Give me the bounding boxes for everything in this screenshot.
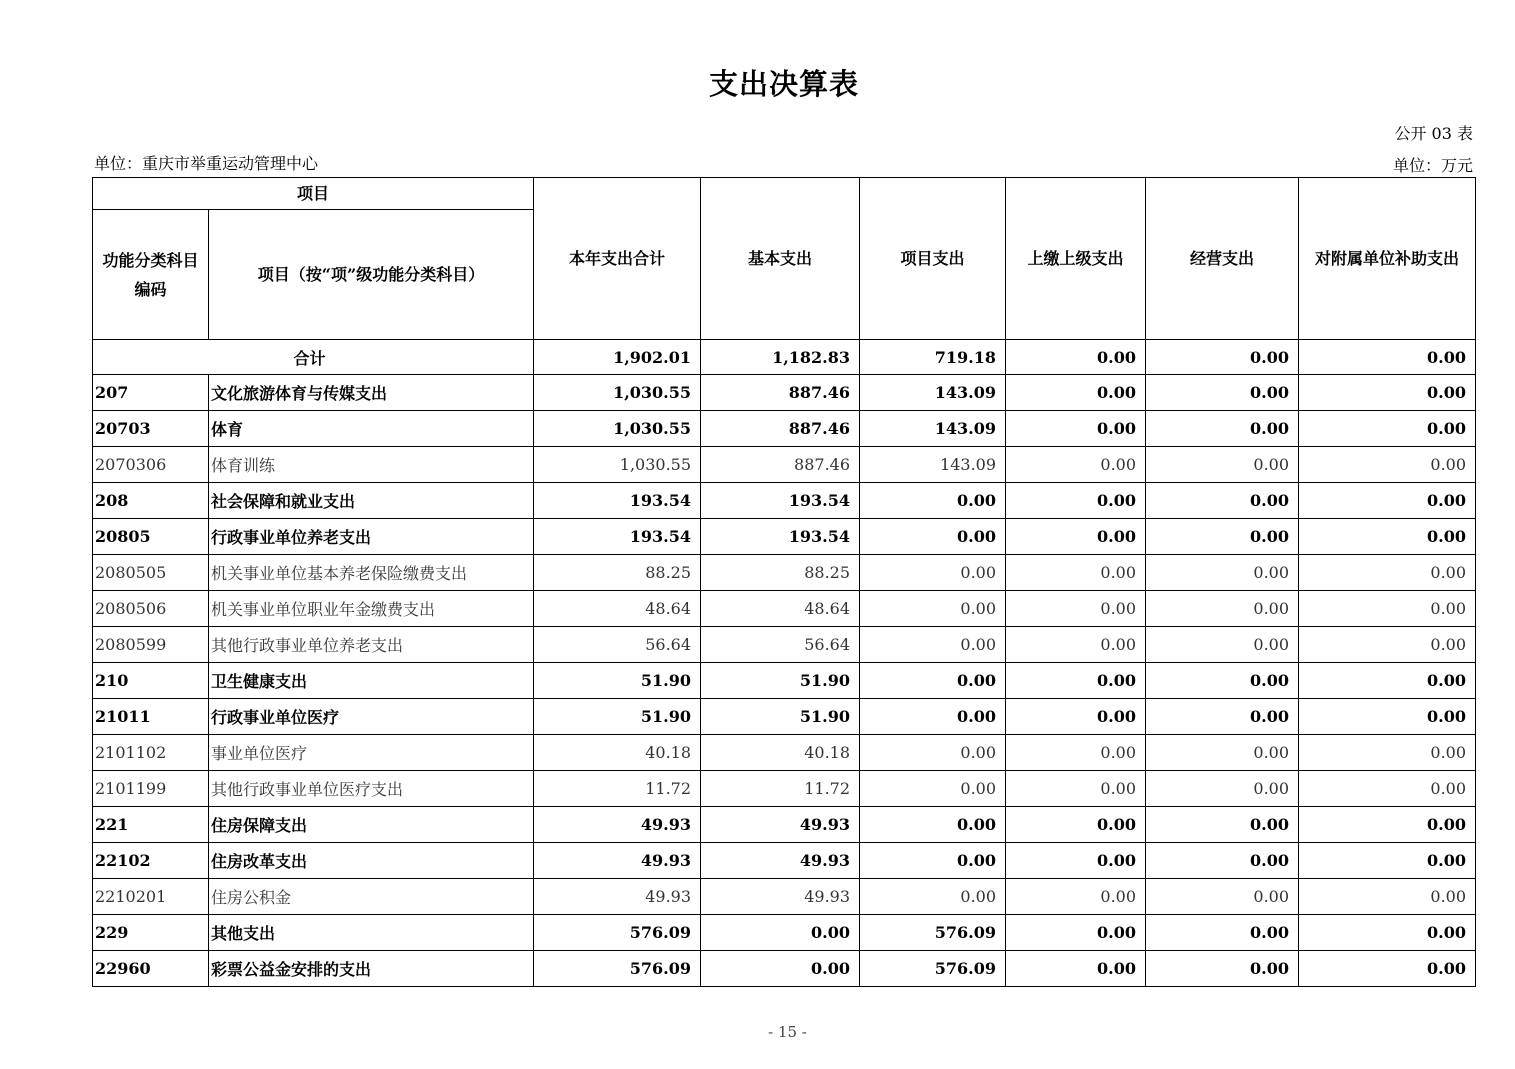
cell-code: 22102: [93, 843, 209, 879]
cell-project: 143.09: [860, 447, 1006, 483]
cell-basic: 49.93: [701, 843, 860, 879]
cell-subsidy: 0.00: [1299, 555, 1476, 591]
cell-name: 其他行政事业单位医疗支出: [209, 771, 534, 807]
cell-subsidy: 0.00: [1299, 879, 1476, 915]
cell-subsidy: 0.00: [1299, 807, 1476, 843]
cell-subsidy: 0.00: [1299, 951, 1476, 987]
cell-upper: 0.00: [1006, 627, 1146, 663]
table-row: [93, 699, 1476, 735]
cell-business: 0.00: [1146, 951, 1299, 987]
cell-total: 576.09: [534, 951, 701, 987]
cell-project: 576.09: [860, 951, 1006, 987]
cell-business: 0.00: [1146, 807, 1299, 843]
unit-currency: 单位：万元: [1392, 156, 1473, 175]
cell-total: 40.18: [534, 735, 701, 771]
header-item: 项目: [93, 178, 534, 210]
cell-code: 2070306: [93, 447, 209, 483]
cell-name: 体育: [209, 411, 534, 447]
header-total: 本年支出合计: [534, 178, 701, 340]
cell-upper: 0.00: [1006, 735, 1146, 771]
table-row: [93, 771, 1476, 807]
cell-project: 0.00: [860, 879, 1006, 915]
cell-name: 机关事业单位基本养老保险缴费支出: [209, 555, 534, 591]
cell-code: 221: [93, 807, 209, 843]
cell-business: 0.00: [1146, 483, 1299, 519]
cell-project: 0.00: [860, 591, 1006, 627]
table-row: [93, 951, 1476, 987]
header-basic: 基本支出: [701, 178, 860, 340]
cell-business: 0.00: [1146, 879, 1299, 915]
header-upper: 上缴上级支出: [1006, 178, 1146, 340]
cell-code: 2080506: [93, 591, 209, 627]
cell-basic: 49.93: [701, 807, 860, 843]
cell-code: 2080505: [93, 555, 209, 591]
cell-total: 576.09: [534, 915, 701, 951]
cell-total: 49.93: [534, 807, 701, 843]
sum-label: 合计: [93, 340, 534, 375]
cell-basic: 51.90: [701, 663, 860, 699]
cell-project: 0.00: [860, 807, 1006, 843]
table-row: [93, 447, 1476, 483]
cell-basic: 40.18: [701, 735, 860, 771]
cell-upper: 0.00: [1006, 879, 1146, 915]
cell-basic: 51.90: [701, 699, 860, 735]
unit-organization: 单位：重庆市举重运动管理中心: [94, 154, 319, 173]
cell-business: 0.00: [1146, 411, 1299, 447]
cell-project: 0.00: [860, 771, 1006, 807]
table-row: [93, 375, 1476, 411]
cell-code: 208: [93, 483, 209, 519]
cell-basic: 49.93: [701, 879, 860, 915]
page-title: 支出决算表: [708, 67, 859, 101]
cell-upper: 0.00: [1006, 447, 1146, 483]
cell-subsidy: 0.00: [1299, 699, 1476, 735]
cell-total: 51.90: [534, 699, 701, 735]
cell-upper: 0.00: [1006, 699, 1146, 735]
cell-name: 其他支出: [209, 915, 534, 951]
cell-code: 2210201: [93, 879, 209, 915]
cell-basic: 88.25: [701, 555, 860, 591]
cell-subsidy: 0.00: [1299, 663, 1476, 699]
cell-total: 1,030.55: [534, 411, 701, 447]
cell-business: 0.00: [1146, 699, 1299, 735]
cell-basic: 887.46: [701, 447, 860, 483]
cell-upper: 0.00: [1006, 771, 1146, 807]
cell-code: 2101199: [93, 771, 209, 807]
cell-subsidy: 0.00: [1299, 627, 1476, 663]
cell-upper: 0.00: [1006, 951, 1146, 987]
table-row: [93, 735, 1476, 771]
cell-upper: 0.00: [1006, 663, 1146, 699]
cell-total: 48.64: [534, 591, 701, 627]
cell-code: 22960: [93, 951, 209, 987]
cell-upper: 0.00: [1006, 375, 1146, 411]
cell-project: 143.09: [860, 411, 1006, 447]
form-number: 公开 03 表: [1394, 124, 1473, 143]
cell-name: 机关事业单位职业年金缴费支出: [209, 591, 534, 627]
cell-business: 0.00: [1146, 843, 1299, 879]
cell-name: 行政事业单位医疗: [209, 699, 534, 735]
cell-basic: 0.00: [701, 951, 860, 987]
table-row: [93, 627, 1476, 663]
cell-code: 229: [93, 915, 209, 951]
cell-name: 住房公积金: [209, 879, 534, 915]
cell-name: 社会保障和就业支出: [209, 483, 534, 519]
cell-project: 0.00: [860, 627, 1006, 663]
sum-subsidy: 0.00: [1299, 340, 1476, 375]
cell-code: 207: [93, 375, 209, 411]
table-row: [93, 411, 1476, 447]
cell-subsidy: 0.00: [1299, 447, 1476, 483]
cell-basic: 887.46: [701, 411, 860, 447]
sum-basic: 1,182.83: [701, 340, 860, 375]
cell-total: 51.90: [534, 663, 701, 699]
cell-business: 0.00: [1146, 771, 1299, 807]
cell-project: 0.00: [860, 663, 1006, 699]
cell-subsidy: 0.00: [1299, 735, 1476, 771]
cell-subsidy: 0.00: [1299, 591, 1476, 627]
cell-business: 0.00: [1146, 663, 1299, 699]
cell-name: 行政事业单位养老支出: [209, 519, 534, 555]
table-row: [93, 519, 1476, 555]
cell-total: 88.25: [534, 555, 701, 591]
expenditure-table: [92, 177, 1476, 987]
cell-upper: 0.00: [1006, 807, 1146, 843]
sum-upper: 0.00: [1006, 340, 1146, 375]
cell-total: 49.93: [534, 843, 701, 879]
cell-basic: 56.64: [701, 627, 860, 663]
cell-project: 0.00: [860, 843, 1006, 879]
sum-total: 1,902.01: [534, 340, 701, 375]
header-subsidy: 对附属单位补助支出: [1299, 178, 1476, 340]
cell-code: 2080599: [93, 627, 209, 663]
cell-project: 0.00: [860, 699, 1006, 735]
cell-business: 0.00: [1146, 735, 1299, 771]
cell-total: 1,030.55: [534, 375, 701, 411]
cell-total: 56.64: [534, 627, 701, 663]
table-row: [93, 555, 1476, 591]
table-row: [93, 807, 1476, 843]
sum-business: 0.00: [1146, 340, 1299, 375]
cell-name: 事业单位医疗: [209, 735, 534, 771]
cell-name: 彩票公益金安排的支出: [209, 951, 534, 987]
cell-subsidy: 0.00: [1299, 519, 1476, 555]
cell-total: 49.93: [534, 879, 701, 915]
sum-row: [93, 340, 1476, 375]
cell-upper: 0.00: [1006, 915, 1146, 951]
cell-project: 0.00: [860, 735, 1006, 771]
cell-business: 0.00: [1146, 555, 1299, 591]
cell-upper: 0.00: [1006, 555, 1146, 591]
cell-total: 11.72: [534, 771, 701, 807]
table-row: [93, 843, 1476, 879]
cell-basic: 48.64: [701, 591, 860, 627]
cell-subsidy: 0.00: [1299, 483, 1476, 519]
cell-total: 193.54: [534, 519, 701, 555]
header-business: 经营支出: [1146, 178, 1299, 340]
cell-code: 2101102: [93, 735, 209, 771]
cell-business: 0.00: [1146, 627, 1299, 663]
cell-upper: 0.00: [1006, 519, 1146, 555]
cell-name: 住房改革支出: [209, 843, 534, 879]
cell-total: 1,030.55: [534, 447, 701, 483]
cell-name: 住房保障支出: [209, 807, 534, 843]
page-number: - 15 -: [768, 1023, 807, 1041]
cell-upper: 0.00: [1006, 843, 1146, 879]
cell-business: 0.00: [1146, 519, 1299, 555]
cell-upper: 0.00: [1006, 591, 1146, 627]
cell-name: 文化旅游体育与传媒支出: [209, 375, 534, 411]
cell-name: 体育训练: [209, 447, 534, 483]
cell-code: 20805: [93, 519, 209, 555]
cell-project: 0.00: [860, 555, 1006, 591]
header-name: 项目（按“项”级功能分类科目）: [209, 210, 534, 340]
cell-basic: 0.00: [701, 915, 860, 951]
cell-basic: 11.72: [701, 771, 860, 807]
cell-subsidy: 0.00: [1299, 375, 1476, 411]
cell-project: 0.00: [860, 483, 1006, 519]
cell-business: 0.00: [1146, 375, 1299, 411]
cell-upper: 0.00: [1006, 483, 1146, 519]
cell-subsidy: 0.00: [1299, 915, 1476, 951]
cell-business: 0.00: [1146, 915, 1299, 951]
cell-business: 0.00: [1146, 447, 1299, 483]
cell-name: 卫生健康支出: [209, 663, 534, 699]
cell-project: 0.00: [860, 519, 1006, 555]
cell-basic: 887.46: [701, 375, 860, 411]
header-project: 项目支出: [860, 178, 1006, 340]
cell-code: 210: [93, 663, 209, 699]
cell-subsidy: 0.00: [1299, 843, 1476, 879]
cell-project: 143.09: [860, 375, 1006, 411]
cell-name: 其他行政事业单位养老支出: [209, 627, 534, 663]
cell-code: 20703: [93, 411, 209, 447]
cell-subsidy: 0.00: [1299, 771, 1476, 807]
sum-project: 719.18: [860, 340, 1006, 375]
table-row: [93, 663, 1476, 699]
cell-subsidy: 0.00: [1299, 411, 1476, 447]
cell-code: 21011: [93, 699, 209, 735]
table-row: [93, 915, 1476, 951]
table-row: [93, 591, 1476, 627]
cell-basic: 193.54: [701, 483, 860, 519]
table-row: [93, 879, 1476, 915]
cell-project: 576.09: [860, 915, 1006, 951]
cell-basic: 193.54: [701, 519, 860, 555]
cell-upper: 0.00: [1006, 411, 1146, 447]
header-code: 功能分类科目编码: [93, 210, 209, 340]
table-row: [93, 483, 1476, 519]
cell-business: 0.00: [1146, 591, 1299, 627]
cell-total: 193.54: [534, 483, 701, 519]
